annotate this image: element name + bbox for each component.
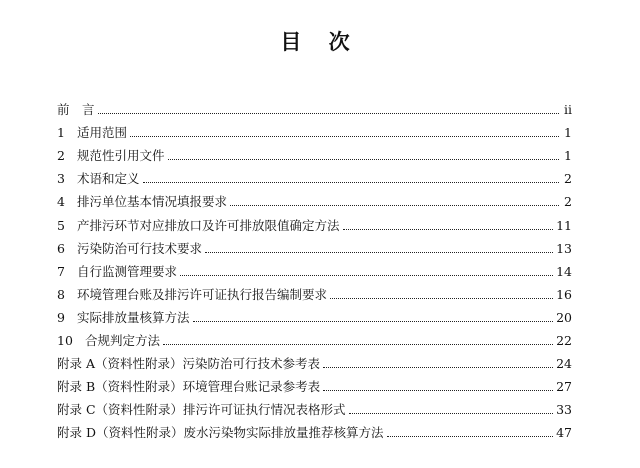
toc-entry-label: 附录 B（资料性附录）环境管理台账记录参考表 (57, 379, 321, 395)
toc-entry-label: 规范性引用文件 (77, 148, 165, 164)
dot-leader (168, 158, 559, 160)
toc-page-number: 14 (556, 263, 572, 279)
toc-page-number: 20 (556, 309, 572, 325)
toc-entry-label: 附录 C（资料性附录）排污许可证执行情况表格形式 (57, 402, 346, 418)
toc-page-number: 11 (556, 217, 572, 233)
toc-entry-8 (57, 279, 572, 302)
toc-entry-number: 2 (57, 148, 65, 164)
toc-entry-label: 前 言 (57, 102, 95, 118)
dot-leader (143, 181, 559, 183)
toc-page-number: 27 (556, 379, 572, 395)
toc-entry-number: 7 (57, 263, 65, 279)
toc-entry-label: 附录 A（资料性附录）污染防治可行技术参考表 (57, 356, 321, 372)
toc-entry-number: 10 (57, 333, 73, 349)
toc-page-number: ii (564, 102, 572, 118)
toc-entry-label: 术语和定义 (77, 171, 140, 187)
toc-entry-appendix-b (57, 371, 572, 394)
dot-leader (205, 251, 553, 253)
toc-entry-6 (57, 233, 572, 256)
toc-page-number: 22 (556, 333, 572, 349)
toc-entry-number: 6 (57, 240, 65, 256)
toc-entry-label: 适用范围 (77, 125, 128, 141)
dot-leader (130, 135, 559, 137)
dot-leader (230, 204, 559, 206)
toc-page-number: 13 (556, 240, 572, 256)
toc-entry-appendix-d (57, 417, 572, 440)
toc-entry-4 (57, 186, 572, 209)
toc-entry-number: 9 (57, 309, 65, 325)
toc-entry-preface (57, 94, 572, 117)
toc-page-number: 1 (564, 125, 572, 141)
dot-leader (349, 412, 554, 414)
toc-entry-number: 1 (57, 125, 65, 141)
toc-entry-label: 环境管理台账及排污许可证执行报告编制要求 (77, 286, 328, 302)
toc-entry-label: 实际排放量核算方法 (77, 309, 190, 325)
toc-page-number: 2 (564, 194, 572, 210)
toc-entry-appendix-a (57, 348, 572, 371)
table-of-contents (57, 94, 572, 440)
dot-leader (387, 435, 554, 437)
dot-leader (343, 228, 554, 230)
dot-leader (323, 389, 553, 391)
toc-page-number: 16 (556, 286, 572, 302)
toc-entry-3 (57, 163, 572, 186)
toc-entry-5 (57, 209, 572, 232)
dot-leader (330, 297, 553, 299)
toc-page-number: 33 (556, 402, 572, 418)
toc-entry-label: 污染防治可行技术要求 (77, 240, 203, 256)
toc-entry-number: 3 (57, 171, 65, 187)
toc-entry-number: 5 (57, 217, 65, 233)
toc-entry-number: 4 (57, 194, 65, 210)
toc-entry-label: 排污单位基本情况填报要求 (77, 194, 228, 210)
toc-entry-1 (57, 117, 572, 140)
dot-leader (193, 320, 554, 322)
page-title: 目 次 (280, 30, 360, 54)
toc-entry-7 (57, 256, 572, 279)
toc-page-number: 47 (556, 425, 572, 441)
toc-page-number: 24 (556, 356, 572, 372)
toc-page-number: 1 (564, 148, 572, 164)
toc-entry-label: 产排污环节对应排放口及许可排放限值确定方法 (77, 217, 340, 233)
toc-entry-number: 8 (57, 286, 65, 302)
toc-entry-label: 自行监测管理要求 (77, 263, 178, 279)
dot-leader (98, 112, 559, 114)
dot-leader (163, 343, 553, 345)
toc-entry-appendix-c (57, 394, 572, 417)
toc-entry-label: 附录 D（资料性附录）废水污染物实际排放量推荐核算方法 (57, 425, 384, 441)
dot-leader (180, 274, 553, 276)
toc-entry-10 (57, 325, 572, 348)
toc-entry-9 (57, 302, 572, 325)
toc-entry-label: 合规判定方法 (85, 333, 161, 349)
dot-leader (323, 366, 553, 368)
toc-entry-2 (57, 140, 572, 163)
toc-page-number: 2 (564, 171, 572, 187)
